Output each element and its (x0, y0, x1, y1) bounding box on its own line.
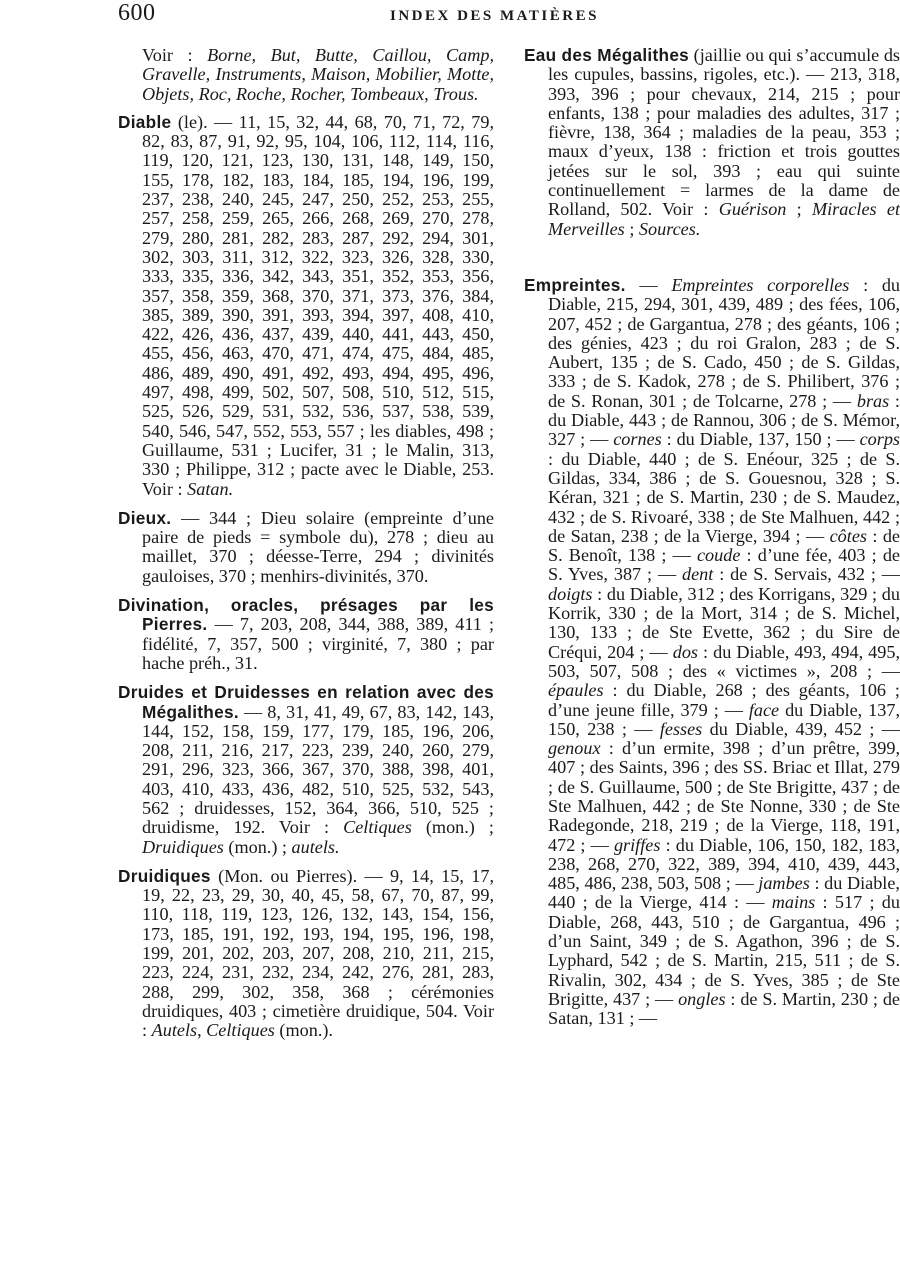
entry-text: du Diable, 439, 452 ; — (702, 718, 900, 739)
cross-reference: Miracles et Merveilles (548, 199, 900, 239)
entry-druides (118, 683, 494, 857)
subentry-label: mains (771, 892, 816, 913)
cross-reference: autels. (291, 836, 340, 857)
entry-empreintes (524, 276, 900, 1029)
cross-reference: Guérison (718, 199, 787, 220)
subentry-label: genoux (548, 738, 601, 759)
entry-text: : du Diable, 106, 150, 182, 183, 238, 268, 270, 322, 389, 394, 410, 439, 443, 485, 486, 238, 503, 508 ; — (548, 834, 900, 894)
entry-text: — 7, 203, 208, 344, 388, 389, 411 ; fidélité, 7, 357, 500 ; virginité, 7, 380 ; par hache préh., 31. (142, 614, 494, 673)
subentry-label: jambes (758, 873, 810, 894)
subentry-label: face (748, 699, 780, 720)
subentry-label: coude (696, 545, 741, 566)
subentry-label: fesses (659, 718, 703, 739)
subentry-label: ongles (678, 988, 726, 1009)
entry-dieux (118, 509, 494, 586)
subentry-label: Empreintes corporelles (671, 274, 850, 295)
subentry-label: cornes (613, 429, 662, 450)
entry-text: : du Diable, 268 ; des géants, 106 ; d’une jeune fille, 379 ; — (548, 680, 900, 720)
subentry-label: doigts (548, 583, 593, 604)
entry-text: Voir : (142, 45, 208, 65)
subentry-label: bras (856, 390, 890, 411)
subentry-label: griffes (613, 834, 661, 855)
entry-text: ; (624, 218, 639, 239)
subentry-label: dos (672, 641, 698, 662)
subentry-label: dent (682, 564, 714, 585)
entry-text: — 8, 31, 41, 49, 67, 83, 142, 143, 144, 152, 158, 159, 177, 179, 185, 196, 206, 208, 211, 216, 217, 223, 239, 240, 260, 279, 291, 296, 323, 366, 367, 370, 388, 398, 401, 403, 410, 433, 436, 482, 510, 525, 532, 543, 562 ; druidesses, 152, 364, 366, 510, 525 ; druidisme, 192. Voir : (142, 701, 495, 838)
page-number: 600 (118, 0, 156, 26)
entry-text: : d’un ermite, 398 ; d’un prêtre, 399, 407 ; des Saints, 396 ; des SS. Briac et Illat, 279 ; de S. Guillaume, 500 ; de Ste Brigitte, 437 ; de Ste Malhuen, 442 ; de Ste Nonne, 330 ; de Ste Radegonde, 218, 219 ; de la Vierge, 118, 191, 472 ; — (548, 738, 900, 855)
entry-heading: Druidiques (118, 865, 211, 886)
entry-text: : 517 ; du Diable, 268, 443, 510 ; de Gargantua, 496 ; d’un Saint, 349 ; de S. Agathon, 396 ; de S. Lyphard, 542 ; de S. Martin, 215, 511 ; de S. Rivalin, 302, 434 ; de S. Yves, 385 ; de Ste Brigitte, 437 ; — (548, 892, 900, 1009)
entry-druidiques (118, 867, 494, 1041)
entry-text: (mon.) ; (411, 817, 494, 838)
cross-reference: Celtiques (343, 817, 412, 838)
entry-diable (118, 113, 494, 499)
entry-text: — 344 ; Dieu solaire (empreinte d’une paire de pieds = symbole du), 278 ; dieu au maillet, 370 ; déesse-Terre, 294 ; divinités gauloises, 370 ; menhirs-divinités, 370. (142, 507, 495, 586)
cross-reference: Druidiques (142, 836, 224, 857)
subentry-label: corps (859, 429, 900, 450)
subentry-label: épaules (548, 680, 604, 701)
entry-text: (jaillie ou qui s’accumule ds les cupules, bassins, rigoles, etc.). — 213, 318, 393, 396 ; pour chevaux, 214, 215 ; pour enfants, 138 ; pour maladies des adultes, 317 ; fièvre, 138, 364 ; maladies de la peau, 353 ; maux d’yeux, 138 : friction et trois gouttes jetées sur le sol, 393 ; eau qui suinte continuellement = larmes de la dame de Rolland, 502. Voir : (548, 45, 900, 220)
entry-text: : du Diable, 137, 150 ; — (661, 429, 860, 450)
entry-text: , (197, 1020, 207, 1041)
entry-heading: Divination, oracles, présages par les Pierres. (118, 595, 494, 635)
cross-reference: Sources. (638, 218, 701, 239)
entry-heading: Druides et Druidesses en relation avec des Mégalithes. (118, 682, 494, 722)
running-title: INDEX DES MATIÈRES (390, 8, 599, 24)
entry-text: (mon.) ; (223, 836, 292, 857)
entry-text: ; (786, 199, 812, 220)
entry-heading: Eau des Mégalithes (524, 45, 690, 65)
entry-text: : du Diable, 312 ; des Korrigans, 329 ; du Korrik, 330 ; de la Mort, 314 ; de S. Michel, 130, 133 ; de Ste Evette, 362 ; du Sire de Créqui, 204 ; — (548, 583, 900, 662)
entry-text: : du Diable, 215, 294, 301, 439, 489 ; des fées, 106, 207, 452 ; de Gargantua, 278 ; des géants, 106 ; des génies, 423 ; du roi Gralon, 283 ; de S. Aubert, 135 ; de S. Cado, 450 ; de S. Gildas, 333 ; de S. Kadok, 278 ; de S. Philibert, 376 ; de S. Ronan, 301 ; de Tolcarne, 278 ; — (548, 274, 900, 411)
entry-text: — (639, 274, 672, 295)
entry-continuation (118, 46, 494, 104)
entry-text: : de S. Servais, 432 ; — (713, 564, 900, 585)
entry-text: (Mon. ou Pierres). — 9, 14, 15, 17, 19, 22, 23, 29, 30, 40, 45, 58, 67, 70, 87, 99, 110, 118, 119, 123, 126, 132, 143, 154, 156, 173, 185, 191, 192, 193, 194, 195, 196, 198, 199, 201, 202, 203, 207, 208, 210, 211, 215, 223, 224, 231, 232, 234, 242, 276, 281, 283, 288, 299, 302, 358, 368 ; cérémonies druidiques, 403 ; cimetière druidique, 504. Voir : (142, 865, 494, 1041)
cross-reference: Autels (151, 1020, 198, 1041)
cross-reference: Borne, But, Butte, Caillou, Camp, Gravelle, Instruments, Maison, Mobilier, Motte, Objets, Roc, Roche, Rocher, Tombeaux, Trous. (142, 45, 494, 104)
entry-text: du Diable, 137, 150, 238 ; — (548, 699, 900, 739)
entry-text: (le). — 11, 15, 32, 44, 68, 70, 71, 72, 79, 82, 83, 87, 91, 92, 95, 104, 106, 112, 114, 116, 119, 120, 121, 123, 130, 131, 148, 149, 150, 155, 178, 182, 183, 184, 185, 194, 196, 199, 237, 238, 240, 245, 247, 250, 252, 253, 255, 257, 258, 259, 265, 266, 268, 269, 270, 278, 279, 280, 281, 282, 283, 287, 292, 294, 301, 302, 303, 311, 312, 322, 323, 326, 328, 330, 333, 335, 336, 342, 343, 351, 352, 353, 356, 357, 358, 359, 368, 370, 371, 373, 376, 384, 385, 389, 390, 391, 393, 394, 397, 408, 410, 422, 426, 436, 437, 439, 440, 441, 443, 450, 455, 456, 463, 470, 471, 474, 475, 484, 485, 486, 489, 490, 491, 492, 493, 494, 495, 496, 497, 498, 499, 502, 507, 508, 510, 512, 515, 525, 526, 529, 531, 532, 536, 537, 538, 539, 540, 546, 547, 552, 553, 557 ; les diables, 498 ; Guillaume, 531 ; Lucifer, 31 ; le Malin, 313, 330 ; Philippe, 312 ; pacte avec le Diable, 253. Voir : (142, 111, 494, 499)
left-column (118, 46, 494, 1041)
entry-text: : du Diable, 440 ; de S. Enéour, 325 ; de S. Gildas, 334, 386 ; de S. Gouesnou, 328 ; S. Kéran, 321 ; de S. Martin, 230 ; de S. Maudez, 432 ; de S. Rivoaré, 338 ; de Ste Malhuen, 442 ; de Satan, 238 ; de la Vierge, 394 ; — (548, 448, 900, 546)
entry-text: : de S. Martin, 230 ; de Satan, 131 ; — (548, 988, 900, 1029)
entry-heading: Empreintes. (524, 274, 626, 295)
subentry-label: côtes (829, 525, 867, 546)
entry-text: : du Diable, 440 ; de la Vierge, 414 : — (548, 873, 900, 913)
right-column (524, 46, 900, 1029)
entry-eau (524, 46, 900, 239)
entry-heading: Dieux. (118, 507, 172, 528)
cross-reference: Celtiques (206, 1020, 275, 1041)
page-header (0, 0, 900, 40)
entry-heading: Diable (118, 111, 172, 132)
cross-reference: Satan. (187, 478, 234, 499)
entry-text: : du Diable, 443 ; de Rannou, 306 ; de S. Mémor, 327 ; — (548, 390, 900, 450)
entry-text: : de S. Benoît, 138 ; — (548, 525, 900, 566)
entry-text: : du Diable, 493, 494, 495, 503, 507, 508 ; des « victimes », 208 ; — (548, 641, 900, 681)
entry-text: : d’une fée, 403 ; de S. Yves, 387 ; — (548, 545, 900, 585)
entry-divination (118, 596, 494, 673)
entry-text: (mon.). (274, 1020, 333, 1041)
